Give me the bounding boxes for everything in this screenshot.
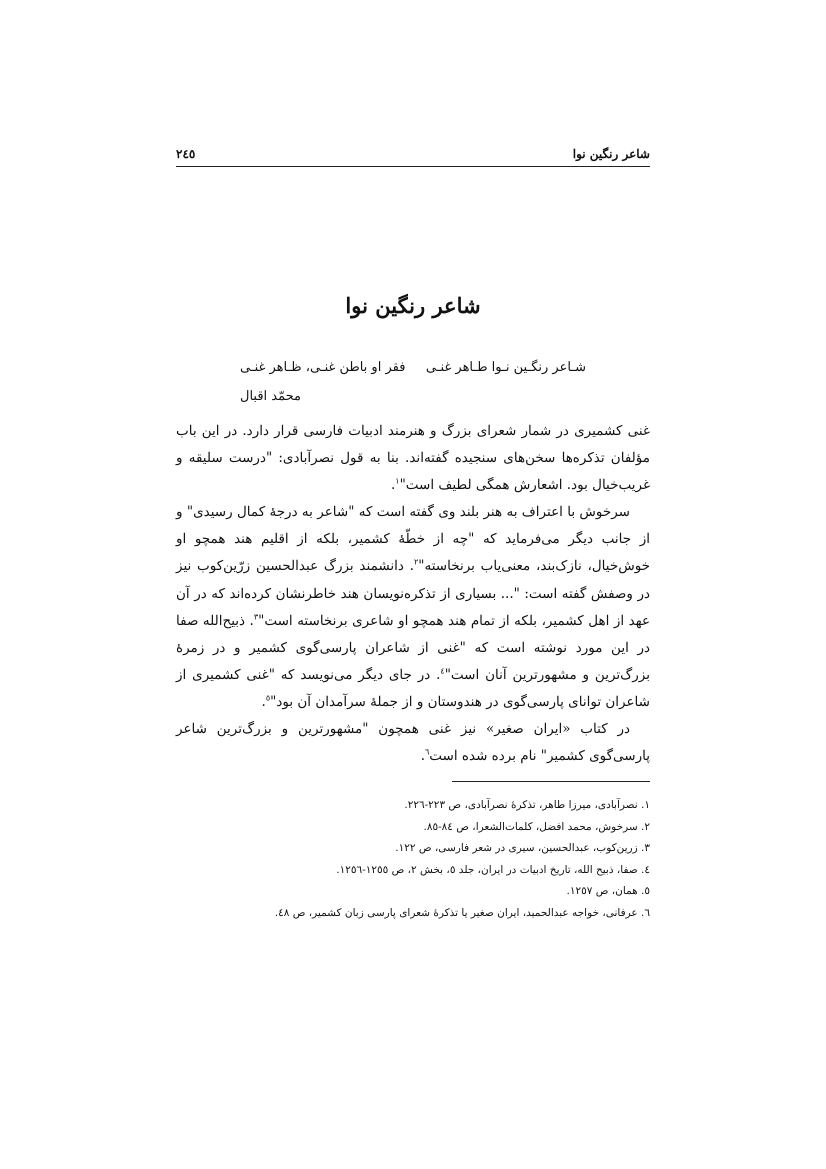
paragraph-text: . <box>390 477 396 494</box>
footnote-marker: ۱ <box>395 476 400 486</box>
body-text <box>176 418 650 770</box>
page-number: ۲٤٥ <box>176 147 196 161</box>
footnote: ٤. صفا، ذبیح الله، تاریخ ادبیات در ایران، جلد ٥، بخش ۲، ص ۱۲٥٥-۱۲٥٦. <box>336 863 650 876</box>
footnote: ٦. عرفانی، خواجه عبدالحمید، ایران صغیر یا تذکرهٔ شعرای پارسی زبان کشمیر، ص ٤۸. <box>274 906 650 919</box>
footnote-marker: ٦ <box>425 747 430 757</box>
paragraph-text: . دانشمند بزرگ عبدالحسین زرّین‌کوب نیز در وصفش گفته است: "... بسیاری از تذکره‌نویسان هند خاطرنشان کرده‌اند که در آن عهد از اهل کشمیر، بلکه از تمام هند همچو او شاعری برنخاسته است" <box>176 558 650 629</box>
paragraph <box>176 499 650 716</box>
footnote: ۲. سرخوش، محمد افضل، کلمات‌الشعرا، ص ۸٤-۸٥. <box>423 820 650 833</box>
footnote: ۱. نصرآبادی، میرزا طاهر، تذکرهٔ نصرآبادی، ص ۲۲۳-۲۲٦. <box>404 799 650 811</box>
footnote: ٥. همان، ص ۱۲٥۷. <box>566 885 650 897</box>
paragraph-text: غنی کشمیری در شمار شعرای بزرگ و هنرمند ادبیات فارسی قرار دارد. در این باب مؤلفان تذکره‌ها سخن‌های سنجیده گفته‌اند. بنا به قول نصرآبادی: "درست سلیقه و غریب‌خیال بود. اشعارش همگی لطیف است" <box>176 423 650 494</box>
running-header-title: شاعر رنگین نوا <box>572 147 650 161</box>
running-header <box>176 144 650 167</box>
verse-first-hemistich: شـاعر رنگـین نـوا طـاهر غنـی <box>425 360 586 375</box>
footnote-marker: ٥ <box>265 693 271 703</box>
footnote-marker: ۲ <box>413 557 419 567</box>
paragraph-text: . <box>261 693 266 710</box>
chapter-title: شاعر رنگین نوا <box>345 293 481 318</box>
paragraph-text: سرخوش با اعتراف به هنر بلند وی گفته است که "شاعر به درجهٔ کمال رسیدی" و از جانب دیگر می‌فرماید که "چه از خطّهٔ کشمیر، بلکه از اقلیم هند همچو او خوش‌خیال، نازک‌بند، معنی‌یاب برنخاسته" <box>176 504 651 575</box>
paragraph <box>176 418 650 499</box>
verse-author: محمّد اقبال <box>240 389 301 404</box>
paragraph-text: . در جای دیگر می‌نویسد که "غنی کشمیری از شاعران توانای پارسی‌گوی در هندوستان و از جملهٔ سرآمدان آن بود" <box>176 666 650 710</box>
paragraph <box>176 716 650 770</box>
footnote-separator <box>452 781 650 782</box>
footnotes <box>176 795 650 924</box>
footnote-marker: ۳ <box>253 612 259 622</box>
footnote-marker: ٤ <box>440 666 445 676</box>
verse-second-hemistich: فقر او باطن غنـی، ظـاهر غنـی <box>240 360 406 375</box>
paragraph-text: در کتاب «ایران صغیر» نیز غنی همچون "مشهورترین و بزرگ‌ترین شاعر پارسی‌گوی کشمیر" نام برده شده است <box>176 721 650 765</box>
footnote: ۳. زرین‌کوب، عبدالحسین، سیری در شعر فارسی، ص ۱۲۲. <box>395 842 650 854</box>
paragraph-text: . <box>420 748 425 765</box>
paragraph-text: . ذبیح‌الله صفا در این مورد نوشته است که "غنی از شاعران پارسی‌گوی کشمیر و در زمرهٔ بزرگ‌ترین و مشهورترین آنان است" <box>176 612 650 683</box>
